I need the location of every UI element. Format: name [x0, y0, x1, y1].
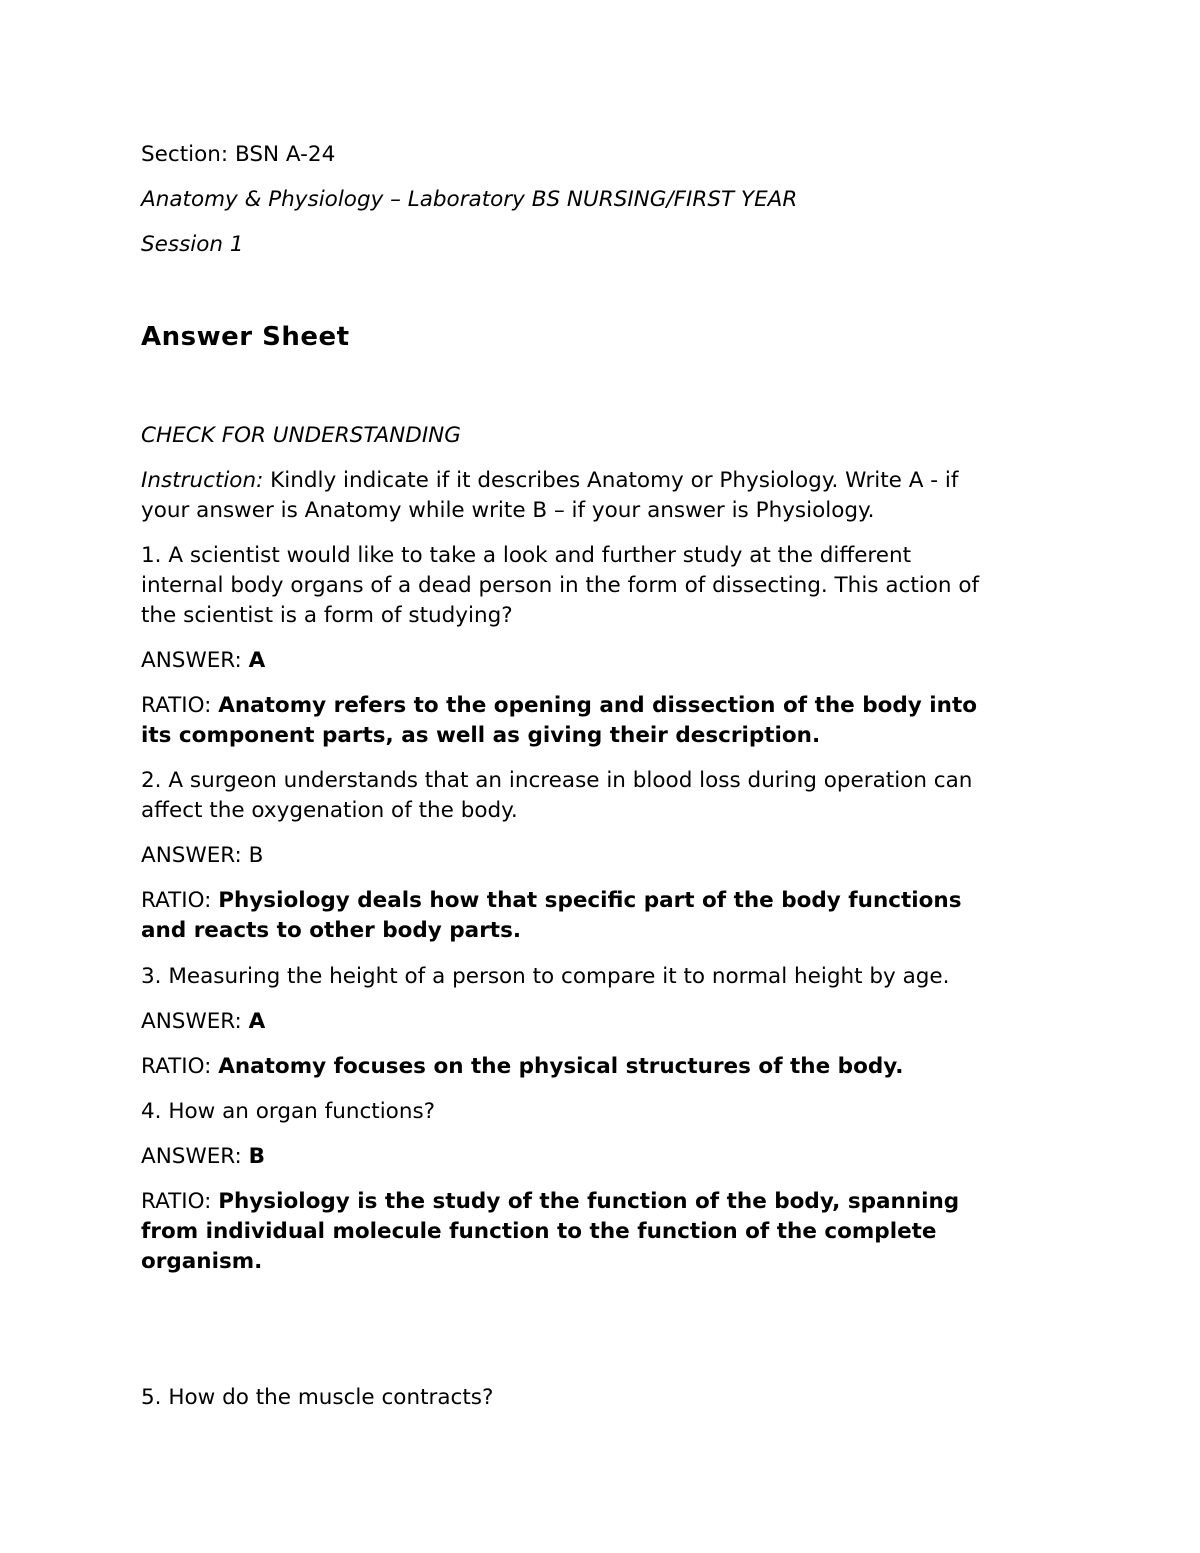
question-2-answer: ANSWER: B [141, 843, 264, 868]
answer-label: ANSWER: [141, 1009, 249, 1034]
answer-label: ANSWER: [141, 1144, 249, 1169]
question-4-ratio-line-3: organism. [141, 1249, 263, 1274]
answer-label: ANSWER: [141, 648, 249, 673]
question-1-ratio-line-2: its component parts, as well as giving their description. [141, 723, 821, 748]
instruction-text-1: Kindly indicate if it describes Anatomy or Physiology. Write A - if [263, 468, 959, 493]
ratio-text: Physiology is the study of the function of the body, spanning [218, 1189, 960, 1214]
question-3-answer [141, 1007, 1071, 1037]
question-2-line-2: affect the oxygenation of the body. [141, 798, 518, 823]
answer-value: A [248, 648, 266, 673]
ratio-label: RATIO: [141, 1189, 219, 1214]
question-1-ratio-line-1 [141, 691, 1071, 721]
answer-value: A [248, 1009, 266, 1034]
ratio-label: RATIO: [141, 693, 219, 718]
course-line: Anatomy & Physiology – Laboratory BS NURSING/FIRST YEAR [141, 187, 798, 212]
ratio-text: Anatomy refers to the opening and dissection of the body into [218, 693, 978, 718]
session-line: Session 1 [141, 232, 244, 257]
question-1-line-2: internal body organs of a dead person in the form of dissecting. This action of [141, 573, 980, 598]
question-2-ratio-line-1 [141, 886, 1071, 916]
instruction-line-2: your answer is Anatomy while write B – if your answer is Physiology. [141, 498, 875, 523]
instruction-line-1 [141, 466, 1071, 496]
ratio-text: Physiology deals how that specific part of the body functions [218, 888, 962, 913]
question-3-line-1: 3. Measuring the height of a person to compare it to normal height by age. [141, 964, 950, 989]
question-5-line-1: 5. How do the muscle contracts? [141, 1385, 494, 1410]
question-1-line-3: the scientist is a form of studying? [141, 603, 513, 628]
question-4-line-1: 4. How an organ functions? [141, 1099, 436, 1124]
ratio-label: RATIO: [141, 1054, 219, 1079]
question-4-ratio-line-2: from individual molecule function to the function of the complete [141, 1219, 937, 1244]
question-4-ratio-line-1 [141, 1187, 1071, 1217]
question-1-line-1: 1. A scientist would like to take a look and further study at the different [141, 543, 912, 568]
question-3-ratio-line-1 [141, 1052, 1071, 1082]
check-heading: CHECK FOR UNDERSTANDING [141, 423, 461, 448]
question-1-answer [141, 646, 1071, 676]
question-2-line-1: 2. A surgeon understands that an increase in blood loss during operation can [141, 768, 973, 793]
question-4-answer [141, 1142, 1071, 1172]
page-title: Answer Sheet [141, 322, 350, 352]
ratio-text: Anatomy focuses on the physical structures of the body. [218, 1054, 904, 1079]
section-line: Section: BSN A-24 [141, 142, 336, 167]
question-2-ratio-line-2: and reacts to other body parts. [141, 918, 522, 943]
instruction-label: Instruction: [141, 468, 264, 493]
answer-value: B [248, 1144, 266, 1169]
ratio-label: RATIO: [141, 888, 219, 913]
